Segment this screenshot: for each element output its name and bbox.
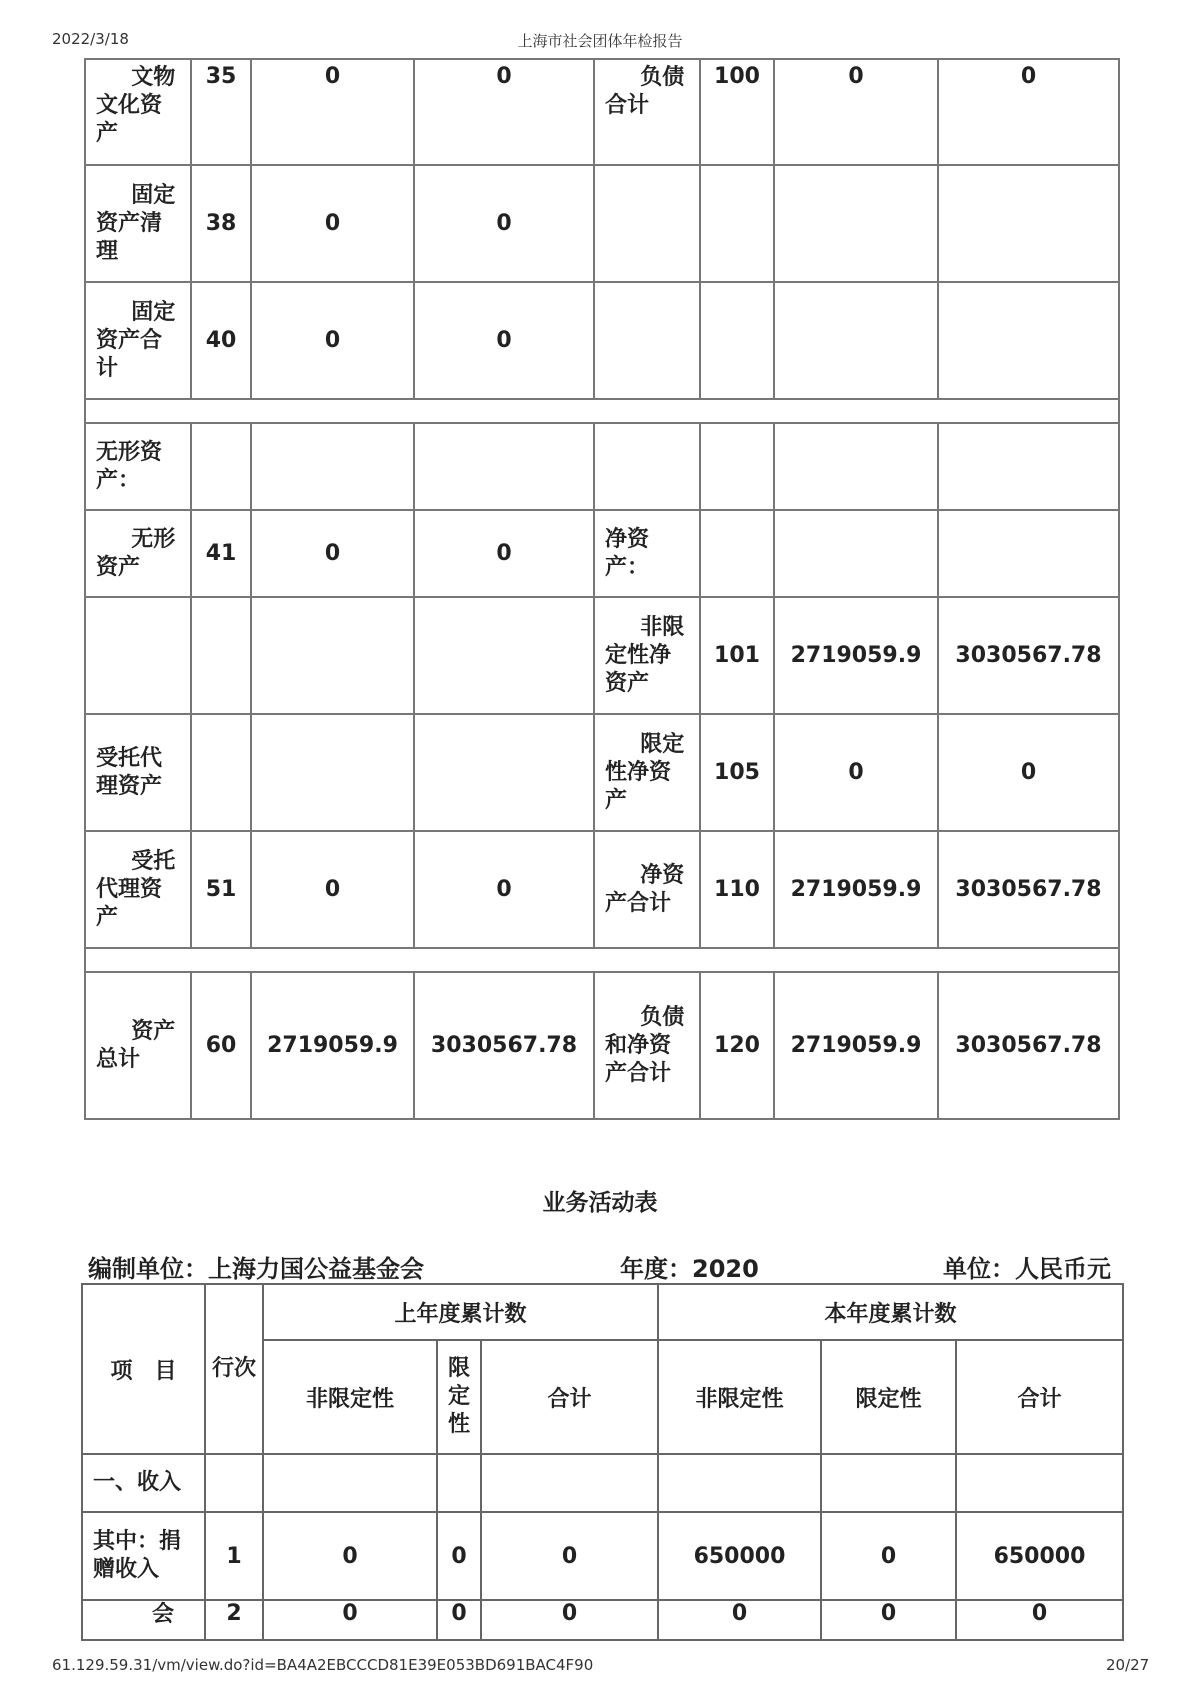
value-cell: 0 [956,1600,1123,1640]
right-label: 非限定性净资产 [594,597,700,714]
right-end [938,165,1119,282]
right-begin: 2719059.9 [774,972,938,1119]
prev-restricted-header: 限定性 [437,1340,481,1454]
right-end [938,282,1119,399]
right-line [700,282,774,399]
table-row [85,714,1119,831]
right-line: 110 [700,831,774,948]
right-begin: 0 [774,714,938,831]
left-line: 41 [191,510,251,597]
value-cell: 0 [821,1600,956,1640]
value-cell: 0 [437,1512,481,1600]
item-label: 一、收入 [82,1454,205,1512]
footer-url: 61.129.59.31/vm/view.do?id=BA4A2EBCCCD81E39E053BD691BAC4F90 [52,1656,594,1674]
table-row [85,165,1119,282]
left-end [414,714,594,831]
left-line: 40 [191,282,251,399]
right-line [700,510,774,597]
left-begin: 0 [251,59,414,165]
value-cell: 0 [481,1600,658,1640]
value-cell [956,1454,1123,1512]
line-number [205,1454,263,1512]
left-end: 0 [414,831,594,948]
right-end: 3030567.78 [938,831,1119,948]
prev-year-header: 上年度累计数 [263,1284,658,1340]
unit-label: 单位：人民币元 [943,1255,1111,1283]
left-begin: 0 [251,165,414,282]
balance-sheet-body [85,59,1119,1119]
prev-unrestricted-header: 非限定性 [263,1340,437,1454]
right-end [938,510,1119,597]
left-end: 0 [414,282,594,399]
left-end [414,423,594,510]
left-line [191,597,251,714]
item-label: 其中：捐赠收入 [82,1512,205,1600]
header-date: 2022/3/18 [52,30,129,48]
value-cell [821,1454,956,1512]
table-row [85,59,1119,165]
left-label: 资产总计 [85,972,191,1119]
right-begin [774,282,938,399]
left-label: 固定资产合计 [85,282,191,399]
header-row [82,1284,1123,1340]
table-row [82,1454,1123,1512]
line-header: 行次 [205,1284,263,1454]
line-number: 1 [205,1512,263,1600]
right-end: 3030567.78 [938,972,1119,1119]
table-row [82,1512,1123,1600]
activity-table [81,1283,1124,1641]
right-begin: 2719059.9 [774,831,938,948]
right-line: 120 [700,972,774,1119]
table-row [85,597,1119,714]
org-label: 编制单位：上海力国公益基金会 [88,1255,424,1283]
left-begin: 0 [251,282,414,399]
activity-body [82,1284,1123,1640]
left-end: 0 [414,165,594,282]
header-title: 上海市社会团体年检报告 [517,32,683,50]
right-label: 负债合计 [594,59,700,165]
right-label [594,282,700,399]
right-begin [774,423,938,510]
left-label: 无形资产 [85,510,191,597]
left-line [191,423,251,510]
spacer-row [85,948,1119,972]
left-begin: 0 [251,510,414,597]
value-cell [437,1454,481,1512]
table-row [82,1600,1123,1640]
right-label: 限定性净资产 [594,714,700,831]
left-end [414,597,594,714]
left-begin [251,597,414,714]
left-end: 0 [414,59,594,165]
table-row [85,831,1119,948]
right-begin [774,510,938,597]
value-cell [481,1454,658,1512]
left-begin [251,423,414,510]
right-label: 净资产合计 [594,831,700,948]
right-begin: 2719059.9 [774,597,938,714]
right-begin: 0 [774,59,938,165]
value-cell: 0 [658,1600,821,1640]
line-number: 2 [205,1600,263,1640]
right-line: 100 [700,59,774,165]
year-label: 年度：2020 [620,1255,759,1283]
balance-sheet-table [84,58,1120,1120]
item-label: 会 [82,1600,205,1640]
right-label [594,165,700,282]
right-label: 净资产： [594,510,700,597]
left-begin: 0 [251,831,414,948]
left-end: 0 [414,510,594,597]
right-line: 101 [700,597,774,714]
value-cell [658,1454,821,1512]
left-label: 文物文化资产 [85,59,191,165]
value-cell: 650000 [658,1512,821,1600]
left-line: 51 [191,831,251,948]
right-line [700,165,774,282]
curr-total-header: 合计 [956,1340,1123,1454]
left-begin [251,714,414,831]
right-end: 0 [938,59,1119,165]
value-cell: 0 [437,1600,481,1640]
value-cell: 0 [263,1600,437,1640]
spacer-cell [85,948,1119,972]
table-row [85,423,1119,510]
right-end: 0 [938,714,1119,831]
left-line: 35 [191,59,251,165]
curr-year-header: 本年度累计数 [658,1284,1123,1340]
value-cell [263,1454,437,1512]
right-line [700,423,774,510]
table-row [85,510,1119,597]
curr-restricted-header: 限定性 [821,1340,956,1454]
left-line: 60 [191,972,251,1119]
right-line: 105 [700,714,774,831]
right-end: 3030567.78 [938,597,1119,714]
left-label: 固定资产清理 [85,165,191,282]
right-end [938,423,1119,510]
left-label: 无形资产： [85,423,191,510]
left-begin: 2719059.9 [251,972,414,1119]
value-cell: 0 [263,1512,437,1600]
left-line [191,714,251,831]
left-label: 受托代理资产 [85,831,191,948]
activity-title: 业务活动表 [542,1190,658,1216]
prev-total-header: 合计 [481,1340,658,1454]
right-begin [774,165,938,282]
footer-page-number: 20/27 [1106,1656,1150,1674]
left-end: 3030567.78 [414,972,594,1119]
spacer-row [85,399,1119,423]
left-label [85,597,191,714]
value-cell: 650000 [956,1512,1123,1600]
item-header: 项 目 [82,1284,205,1454]
curr-unrestricted-header: 非限定性 [658,1340,821,1454]
left-line: 38 [191,165,251,282]
spacer-cell [85,399,1119,423]
table-row [85,972,1119,1119]
value-cell: 0 [481,1512,658,1600]
table-row [85,282,1119,399]
right-label: 负债和净资产合计 [594,972,700,1119]
value-cell: 0 [821,1512,956,1600]
right-label [594,423,700,510]
left-label: 受托代理资产 [85,714,191,831]
